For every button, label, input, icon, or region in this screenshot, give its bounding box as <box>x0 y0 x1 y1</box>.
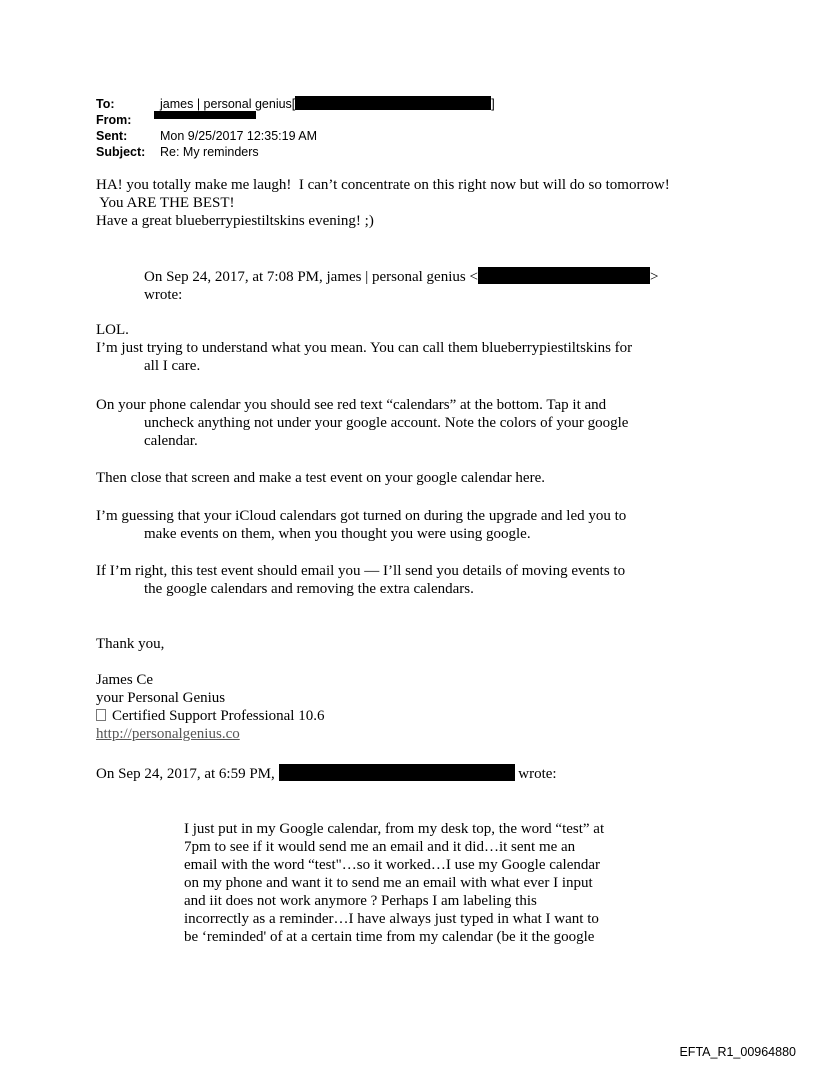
attribution-wrote: wrote: <box>144 287 183 303</box>
from-row <box>96 112 495 128</box>
message-line: On your phone calendar you should see red text “calendars” at the bottom. Tap it and <box>96 397 607 413</box>
reply-line: HA! you totally make me laugh! I can’t concentrate on this right now but will do so tomorrow! <box>96 177 670 193</box>
document-id: EFTA_R1_00964880 <box>679 1045 796 1059</box>
signature-cert <box>96 707 324 725</box>
email-header <box>96 96 495 160</box>
signature-link[interactable]: http://personalgenius.co <box>96 726 240 742</box>
attribution-wrote: wrote: <box>518 766 557 782</box>
original-line: and iit does not work anymore ? Perhaps I am labeling this <box>184 893 537 909</box>
message-line: all I care. <box>144 358 201 374</box>
attribution-text: On Sep 24, 2017, at 7:08 PM, james | personal genius < <box>144 269 478 285</box>
original-line: 7pm to see if it would send me an email and it did…it sent me an <box>184 839 576 855</box>
james-paragraph-5 <box>96 562 625 598</box>
message-line: calendar. <box>144 433 198 449</box>
attribution-text: On Sep 24, 2017, at 6:59 PM, <box>96 766 275 782</box>
sent-row <box>96 128 495 144</box>
james-paragraph-2 <box>96 396 628 450</box>
message-line: uncheck anything not under your google account. Note the colors of your google <box>144 415 629 431</box>
to-row <box>96 96 495 112</box>
reply-line: You ARE THE BEST! <box>96 195 235 211</box>
redaction-block <box>279 764 515 781</box>
sent-value: Mon 9/25/2017 12:35:19 AM <box>160 129 318 143</box>
reply-line: Have a great blueberrypiestiltskins evening! ;) <box>96 213 374 229</box>
to-label: To: <box>96 97 115 111</box>
subject-label: Subject: <box>96 145 146 159</box>
message-line: Then close that screen and make a test event on your google calendar here. <box>96 470 545 486</box>
sent-label: Sent: <box>96 129 128 143</box>
cert-text: Certified Support Professional 10.6 <box>112 708 325 724</box>
quote-attribution-2 <box>96 764 557 783</box>
subject-value: Re: My reminders <box>160 145 259 159</box>
message-line: I’m just trying to understand what you mean. You can call them blueberrypiestiltskins for <box>96 340 633 356</box>
message-line: the google calendars and removing the extra calendars. <box>144 581 474 597</box>
original-line: incorrectly as a reminder…I have always just typed in what I want to <box>184 911 599 927</box>
signature-name: James Ce <box>96 672 154 688</box>
james-message <box>96 321 632 375</box>
signature <box>96 671 324 743</box>
to-close: ] <box>491 97 495 111</box>
james-paragraph-4 <box>96 507 626 543</box>
original-line: be ‘reminded' of at a certain time from my calendar (be it the google <box>184 929 595 945</box>
james-paragraph-3 <box>96 469 545 487</box>
message-line: make events on them, when you thought you were using google. <box>144 526 531 542</box>
original-message <box>184 820 604 946</box>
original-line: I just put in my Google calendar, from my desk top, the word “test” at <box>184 821 605 837</box>
signature-title: your Personal Genius <box>96 690 226 706</box>
from-label: From: <box>96 113 132 127</box>
attribution-line <box>144 267 658 286</box>
original-line: email with the word “test"…so it worked…I use my Google calendar <box>184 857 601 873</box>
message-line: If I’m right, this test event should email you — I’ll send you details of moving events to <box>96 563 626 579</box>
message-line: LOL. <box>96 322 129 338</box>
redaction-block <box>478 267 650 284</box>
original-line: on my phone and want it to send me an email with what ever I input <box>184 875 593 891</box>
quote-attribution-1 <box>144 267 658 304</box>
redaction-block <box>154 111 256 119</box>
message-line: I’m guessing that your iCloud calendars got turned on during the upgrade and led you to <box>96 508 627 524</box>
to-value: james | personal genius[ <box>160 97 296 111</box>
thanks-line: Thank you, <box>96 636 165 652</box>
subject-row <box>96 144 495 160</box>
attribution-close: > <box>649 269 659 285</box>
redaction-block <box>295 96 491 110</box>
box-glyph-icon <box>96 709 106 721</box>
reply-body <box>96 176 670 230</box>
